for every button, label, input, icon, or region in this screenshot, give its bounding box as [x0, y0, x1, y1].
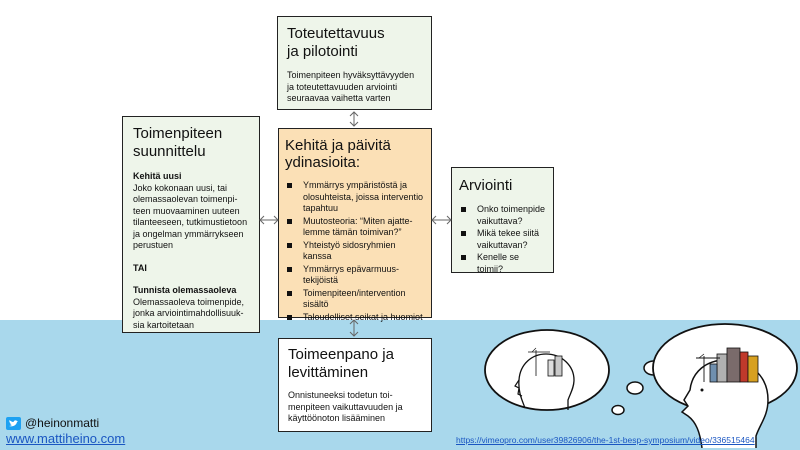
list-item: Onko toimenpide vaikuttava?	[459, 204, 547, 227]
arrow-top-center	[346, 110, 362, 128]
list-item: Toimenpiteen/intervention sisältö	[285, 288, 425, 311]
core-elements-box	[278, 128, 432, 322]
list-item: Ymmärrys ympäristöstä ja olosuhteista, joissa interventio tapahtuu	[285, 180, 425, 215]
list-item: Taloudelliset seikat ja huomiot	[285, 312, 425, 324]
planning-title: Toimenpiteen suunnittelu	[133, 125, 223, 160]
identify-existing-text: Olemassaoleva toimenpide, jonka arviointimahdollisuuk-sia kartoitetaan	[133, 296, 245, 330]
or-label: TAI	[133, 262, 147, 273]
list-item: Kenelle se toimii?	[459, 252, 547, 275]
identify-existing-heading: Tunnista olemassaoleva	[133, 285, 237, 295]
list-item: Muutosteoria: “Miten ajatte-lemme tämän toimivan?”	[285, 216, 425, 239]
arrow-center-bottom	[346, 318, 362, 338]
thinking-heads-illustration	[470, 320, 800, 448]
feasibility-text: Toimenpiteen hyväksyttävyyden ja toteutettavuuden arviointi seuraavaa vaihetta varten	[287, 70, 415, 103]
evaluation-box	[451, 167, 554, 273]
develop-new-text: Joko kokonaan uusi, tai olemassaolevan toimenpi-teen muovaaminen uuteen tilanteeseen, tutkimustietoon ja ongelman ymmärrykseen perustuen	[133, 182, 248, 250]
feasibility-title: Toteutettavuus ja pilotointi	[287, 25, 385, 60]
twitter-handle[interactable]: @heinonmatti	[25, 416, 100, 430]
arrow-center-right	[431, 212, 452, 228]
feasibility-box	[277, 16, 432, 110]
arrow-left-center	[259, 212, 279, 228]
planning-box	[122, 116, 260, 333]
develop-new-heading: Kehitä uusi	[133, 171, 182, 181]
implementation-text: Onnistuneeksi todetun toi-menpiteen vaikuttavuuden ja käyttöönoton lisääminen	[288, 390, 403, 423]
implementation-title: Toimeenpano ja levittäminen	[288, 346, 394, 381]
twitter-icon	[6, 417, 21, 430]
website-link[interactable]: www.mattiheino.com	[6, 431, 126, 446]
list-item: Mikä tekee siitä vaikuttavan?	[459, 228, 547, 251]
implementation-box	[278, 338, 432, 432]
core-elements-title: Kehitä ja päivitä ydinasioita:	[285, 137, 391, 171]
core-elements-list	[285, 180, 425, 323]
video-link[interactable]: https://vimeopro.com/user39826906/the-1st-besp-symposium/video/336515464	[456, 435, 755, 445]
evaluation-title: Arviointi	[459, 177, 513, 194]
list-item: Yhteistyö sidosryhmien kanssa	[285, 240, 425, 263]
list-item: Ymmärrys epävarmuus-tekijöistä	[285, 264, 425, 287]
evaluation-list	[459, 204, 547, 275]
